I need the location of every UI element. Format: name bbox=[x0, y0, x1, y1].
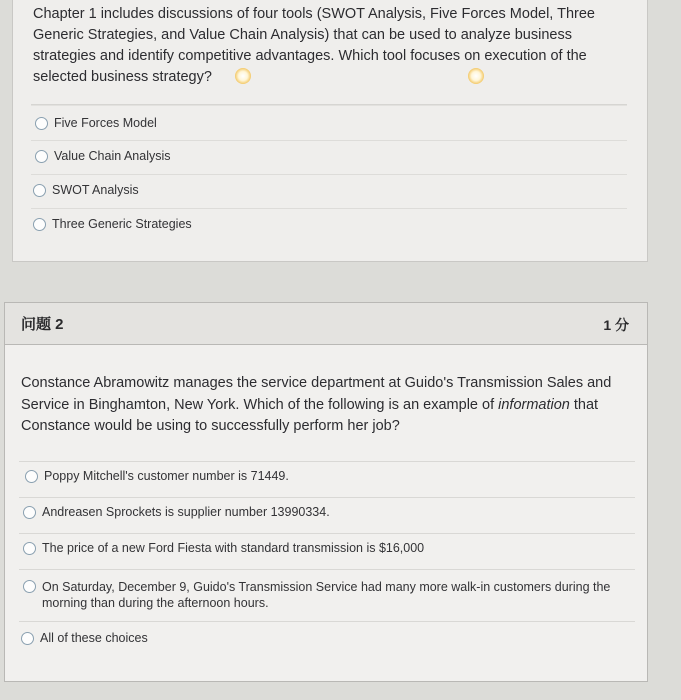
choice-label: Andreasen Sprockets is supplier number 13990334. bbox=[42, 505, 330, 519]
choice-label: The price of a new Ford Fiesta with standard transmission is $16,000 bbox=[42, 541, 425, 555]
question-2-title: 问题 2 bbox=[21, 316, 64, 333]
question-2-points: 1 分 bbox=[603, 317, 629, 333]
choice-separator bbox=[19, 461, 635, 462]
question-2-choice[interactable] bbox=[21, 631, 148, 645]
radio-button[interactable] bbox=[35, 117, 48, 130]
glare-spot bbox=[468, 68, 484, 84]
radio-button[interactable] bbox=[21, 632, 34, 645]
radio-button[interactable] bbox=[33, 184, 46, 197]
question-2-choice[interactable] bbox=[25, 469, 289, 483]
radio-button[interactable] bbox=[33, 218, 46, 231]
prompt-text: that Constance would be using to successfully perform her job? bbox=[21, 396, 599, 434]
choice-label: On Saturday, December 9, Guido's Transmission Service had many more walk-in customers during the morning than during the afternoon hours. bbox=[42, 580, 611, 610]
radio-button[interactable] bbox=[25, 470, 38, 483]
question-1-choice[interactable] bbox=[33, 217, 192, 231]
choice-separator bbox=[19, 533, 635, 534]
choice-label: Three Generic Strategies bbox=[52, 217, 192, 231]
question-1-choice[interactable] bbox=[35, 116, 157, 130]
question-1-card bbox=[12, 0, 648, 262]
radio-button[interactable] bbox=[23, 580, 36, 593]
choice-separator bbox=[19, 621, 635, 622]
choice-separator bbox=[31, 208, 627, 209]
radio-button[interactable] bbox=[35, 150, 48, 163]
question-2-choice[interactable] bbox=[23, 505, 330, 519]
choice-separator bbox=[19, 497, 635, 498]
choice-separator bbox=[19, 569, 635, 570]
question-2-card bbox=[4, 302, 648, 682]
question-1-prompt: Chapter 1 includes discussions of four tools (SWOT Analysis, Five Forces Model, Three Generic Strategies, and Value Chain Analysis) that can be used to analyze business strategies and identify competitive advantages. Which tool focuses on execution of the selected business strategy? bbox=[33, 6, 595, 85]
question-1-choice[interactable] bbox=[35, 149, 171, 163]
question-2-choice[interactable] bbox=[23, 579, 632, 611]
choice-label: Value Chain Analysis bbox=[54, 149, 171, 163]
choice-label: Five Forces Model bbox=[54, 116, 157, 130]
prompt-text: Constance Abramowitz manages the service department at Guido's Transmission Sales and Service in Binghamton, New York. Which of the following is an example of bbox=[21, 375, 612, 413]
choice-separator bbox=[31, 174, 627, 175]
question-2-prompt bbox=[21, 373, 621, 438]
radio-button[interactable] bbox=[23, 506, 36, 519]
divider bbox=[31, 104, 627, 106]
choice-label: Poppy Mitchell's customer number is 71449. bbox=[44, 469, 289, 483]
question-2-header bbox=[5, 303, 647, 345]
question-1-choice[interactable] bbox=[33, 183, 139, 197]
prompt-emphasis: information bbox=[498, 396, 570, 413]
question-2-choice[interactable] bbox=[23, 541, 424, 555]
choice-separator bbox=[31, 140, 627, 141]
choice-label: All of these choices bbox=[40, 631, 148, 645]
choice-label: SWOT Analysis bbox=[52, 183, 139, 197]
glare-spot bbox=[235, 68, 251, 84]
radio-button[interactable] bbox=[23, 542, 36, 555]
